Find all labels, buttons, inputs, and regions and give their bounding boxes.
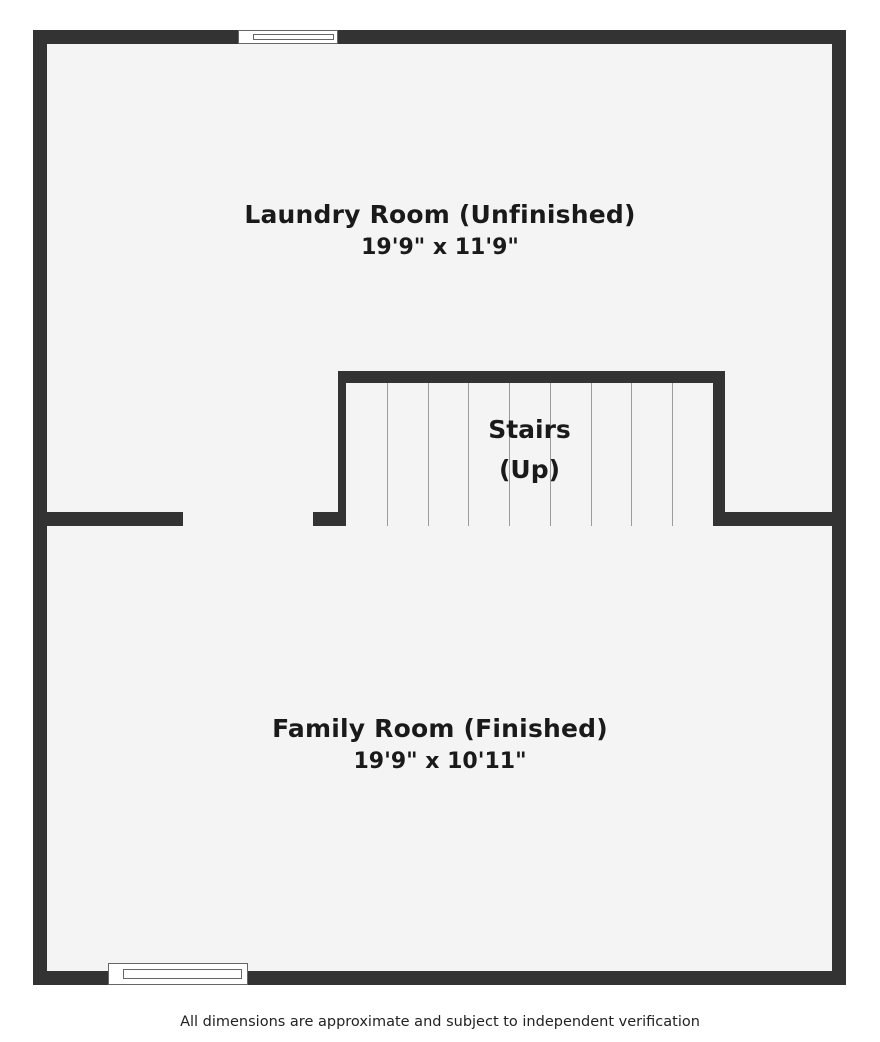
window-pane [253, 34, 334, 40]
window-icon-top [238, 30, 338, 44]
stairs-wall-left [338, 371, 346, 526]
interior-wall-left-segment [33, 512, 183, 526]
window-icon-bottom [108, 963, 248, 985]
stairs-wall-right [713, 371, 725, 526]
stairs-label-line-1: Stairs [488, 415, 571, 444]
window-pane [123, 969, 242, 979]
disclaimer-text: All dimensions are approximate and subject to independent verification [180, 1014, 700, 1030]
room-name: Laundry Room (Unfinished) [244, 200, 636, 229]
room-name: Family Room (Finished) [272, 714, 608, 743]
wall-junction-right [832, 512, 846, 526]
room-dimensions: 19'9" x 10'11" [353, 749, 527, 774]
room-dimensions: 19'9" x 11'9" [361, 235, 519, 260]
stairs-wall-top [338, 371, 725, 383]
stairs-label-line-2: (Up) [498, 455, 561, 484]
wall-junction-left [33, 512, 47, 526]
room-label-laundry [0, 199, 880, 261]
room-label-family [0, 713, 880, 775]
stairs-label [346, 410, 713, 490]
